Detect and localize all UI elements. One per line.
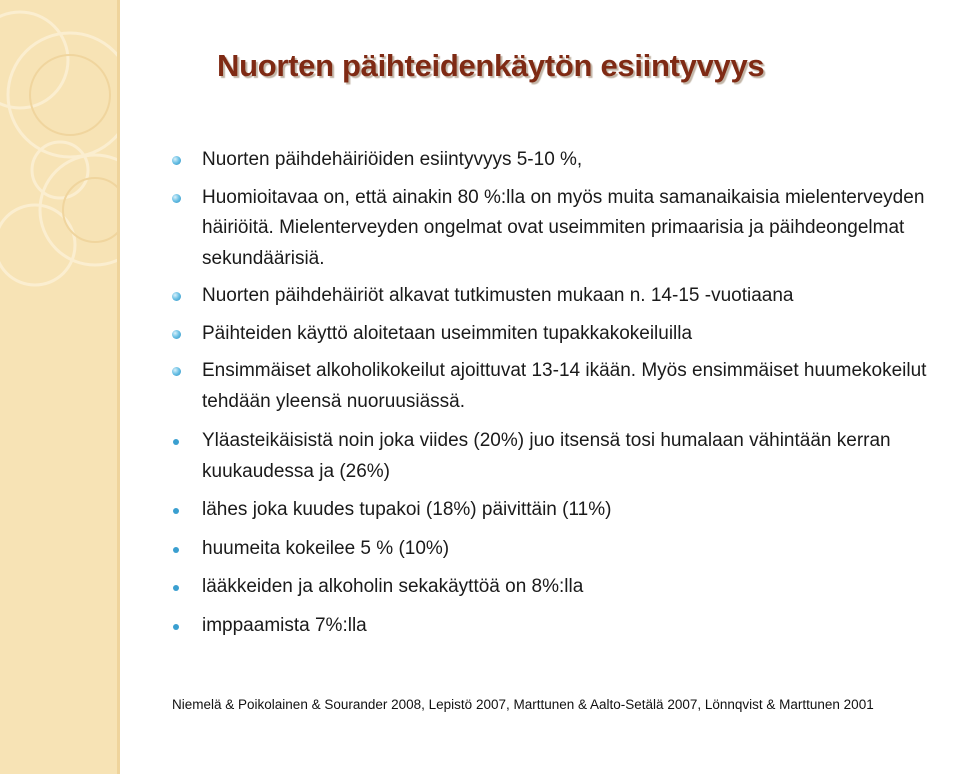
bullet-icon bbox=[172, 194, 181, 203]
bullet-text: Päihteiden käyttö aloitetaan useimmiten tupakkakokeiluilla bbox=[202, 322, 693, 344]
bullet-icon bbox=[173, 547, 179, 553]
bullet-item bbox=[172, 183, 957, 275]
bullet-item bbox=[172, 572, 957, 603]
bullet-icon bbox=[172, 156, 181, 165]
slide-title: Nuorten päihteidenkäytön esiintyvyys bbox=[217, 48, 765, 83]
bullet-item bbox=[172, 145, 957, 176]
bullet-item bbox=[172, 319, 957, 350]
sidebar-circles-pattern bbox=[0, 0, 117, 774]
bullet-item bbox=[172, 495, 957, 526]
citation: Niemelä & Poikolainen & Sourander 2008, Lepistö 2007, Marttunen & Aalto-Setälä 2007, Lönnqvist & Marttunen 2001 bbox=[172, 697, 874, 712]
bullet-text: Ensimmäiset alkoholikokeilut ajoittuvat 13-14 ikään. Myös ensimmäiset huumekokeilut tehdään yleensä nuoruusiässä. bbox=[202, 360, 927, 412]
bullet-text: lähes joka kuudes tupakoi (18%) päivittäin (11%) bbox=[202, 499, 612, 520]
bullet-item bbox=[172, 534, 957, 565]
decorative-sidebar bbox=[0, 0, 117, 774]
bullet-item bbox=[172, 611, 957, 642]
bullet-icon bbox=[173, 624, 179, 630]
bullet-text: lääkkeiden ja alkoholin sekakäyttöä on 8%:lla bbox=[202, 576, 584, 597]
bullet-text: huumeita kokeilee 5 % (10%) bbox=[202, 537, 450, 559]
bullet-item bbox=[172, 356, 957, 417]
bullet-item bbox=[172, 426, 957, 487]
bullet-list bbox=[172, 145, 957, 641]
bullet-text: Nuorten päihdehäiriöiden esiintyvyys 5-10 %, bbox=[202, 149, 583, 170]
bullet-text: Yläasteikäisistä noin joka viides (20%) juo itsensä tosi humalaan vähintään kerran kuukaudessa ja (26%) bbox=[202, 430, 891, 482]
bullet-icon bbox=[172, 367, 181, 376]
bullet-icon bbox=[172, 330, 181, 339]
sidebar-edge bbox=[117, 0, 120, 774]
bullet-text: Nuorten päihdehäiriöt alkavat tutkimusten mukaan n. 14-15 -vuotiaana bbox=[202, 285, 794, 306]
bullet-icon bbox=[173, 439, 179, 445]
bullet-item bbox=[172, 281, 957, 312]
bullet-icon bbox=[173, 508, 179, 514]
bullet-text: imppaamista 7%:lla bbox=[202, 614, 367, 636]
bullet-icon bbox=[172, 292, 181, 301]
bullet-icon bbox=[173, 585, 179, 591]
bullet-text: Huomioitavaa on, että ainakin 80 %:lla on myös muita samanaikaisia mielenterveyden häiriöitä. Mielenterveyden ongelmat ovat useimmiten primaarisia ja päihdeongelmat sekundäärisiä. bbox=[202, 186, 925, 269]
